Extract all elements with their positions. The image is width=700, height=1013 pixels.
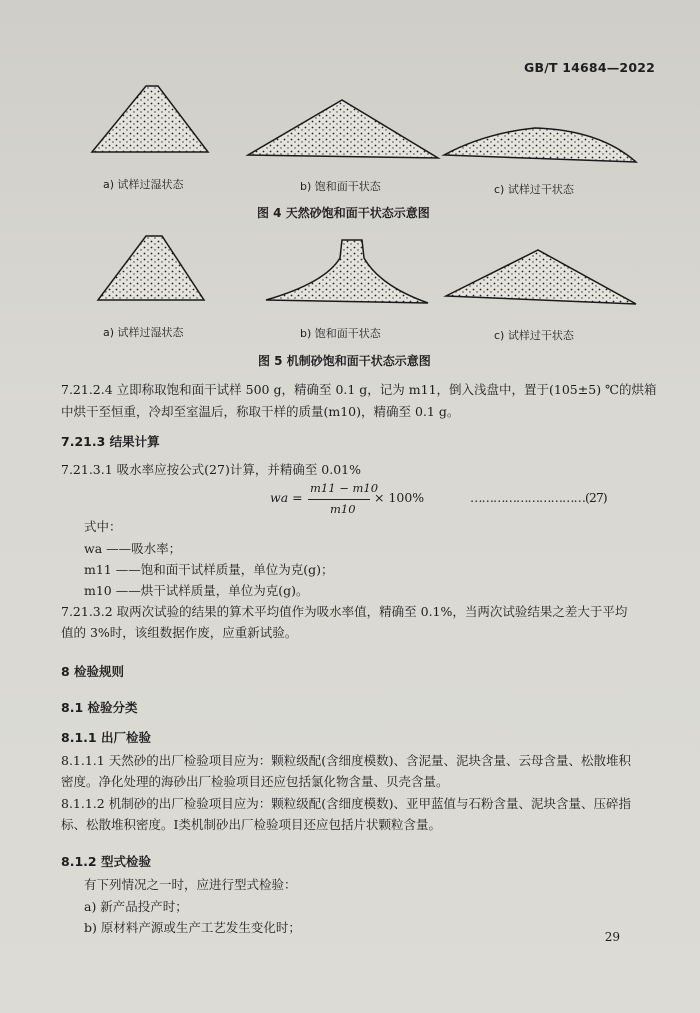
variable-m11: m11 ——饱和面干试样质量，单位为克(g)； <box>84 562 334 577</box>
formula-lhs: wa = <box>270 490 303 505</box>
heading-7-21-3: 7.21.3 结果计算 <box>61 434 160 449</box>
figure5-caption-a: a) 试样过湿状态 <box>103 326 184 339</box>
standard-number: GB/T 14684—2022 <box>524 60 656 75</box>
figure5-illustration <box>80 228 650 310</box>
formula-denominator: m10 <box>330 502 356 516</box>
figure4-illustration <box>80 78 650 170</box>
list-item-b: b) 原材料产源或生产工艺发生变化时； <box>84 920 301 935</box>
para-8-1-1-1-line1: 8.1.1.1 天然砂的出厂检验项目应为：颗粒级配(含细度模数)、含泥量、泥块含量、云母含量、松散堆积 <box>61 753 631 768</box>
para-7-21-2-4-line1: 7.21.2.4 立即称取饱和面干试样 500 g，精确至 0.1 g，记为 m11，倒入浅盘中，置于(105±5) ℃的烘箱 <box>61 382 657 397</box>
where-label: 式中： <box>84 519 122 534</box>
figure5-caption-c: c) 试样过干状态 <box>494 329 574 342</box>
heading-8: 8 检验规则 <box>61 664 125 679</box>
para-8-1-2-intro: 有下列情况之一时，应进行型式检验： <box>84 877 297 892</box>
para-8-1-1-2-line1: 8.1.1.2 机制砂的出厂检验项目应为：颗粒级配(含细度模数)、亚甲蓝值与石粉含量、泥块含量、压碎指 <box>61 796 631 811</box>
heading-8-1-2: 8.1.2 型式检验 <box>61 854 151 869</box>
formula-numerator: m11 − m10 <box>310 481 379 495</box>
variable-wa: wa ——吸水率； <box>84 541 182 556</box>
list-item-a: a) 新产品投产时； <box>84 899 188 914</box>
pile-a-wet <box>98 236 204 300</box>
figure4-caption-a: a) 试样过湿状态 <box>103 178 184 191</box>
page-number: 29 <box>604 930 620 944</box>
pile-a-wet <box>92 86 208 152</box>
figure4-caption-b: b) 饱和面干状态 <box>300 180 381 193</box>
figure4-title: 图 4 天然砂饱和面干状态示意图 <box>257 206 430 220</box>
para-7-21-2-4-line2: 中烘干至恒重，冷却至室温后，称取干样的质量(m10)，精确至 0.1 g。 <box>61 404 460 419</box>
pile-b-saturated <box>266 240 428 303</box>
figure5-caption-b: b) 饱和面干状态 <box>300 327 381 340</box>
pile-b-saturated <box>248 100 438 158</box>
figure4-caption-c: c) 试样过干状态 <box>494 183 574 196</box>
heading-8-1-1: 8.1.1 出厂检验 <box>61 730 151 745</box>
para-7-21-3-2-line2: 值的 3%时，该组数据作废，应重新试验。 <box>61 625 298 640</box>
para-7-21-3-1: 7.21.3.1 吸水率应按公式(27)计算，并精确至 0.01% <box>61 462 362 477</box>
para-8-1-1-2-line2: 标、松散堆积密度。Ⅰ类机制砂出厂检验项目还应包括片状颗粒含量。 <box>61 817 441 832</box>
variable-m10: m10 ——烘干试样质量，单位为克(g)。 <box>84 583 309 598</box>
formula-rhs: × 100% <box>374 490 425 505</box>
pile-c-dry <box>446 250 636 304</box>
heading-8-1: 8.1 检验分类 <box>61 700 138 715</box>
pile-c-dry <box>444 128 636 162</box>
formula-number: …………………………(27) <box>470 490 607 505</box>
para-8-1-1-1-line2: 密度。净化处理的海砂出厂检验项目还应包括氯化物含量、贝壳含量。 <box>61 774 449 789</box>
para-7-21-3-2-line1: 7.21.3.2 取两次试验的结果的算术平均值作为吸水率值，精确至 0.1%，当两次试验结果之差大于平均 <box>61 604 628 619</box>
figure5-title: 图 5 机制砂饱和面干状态示意图 <box>258 354 431 368</box>
